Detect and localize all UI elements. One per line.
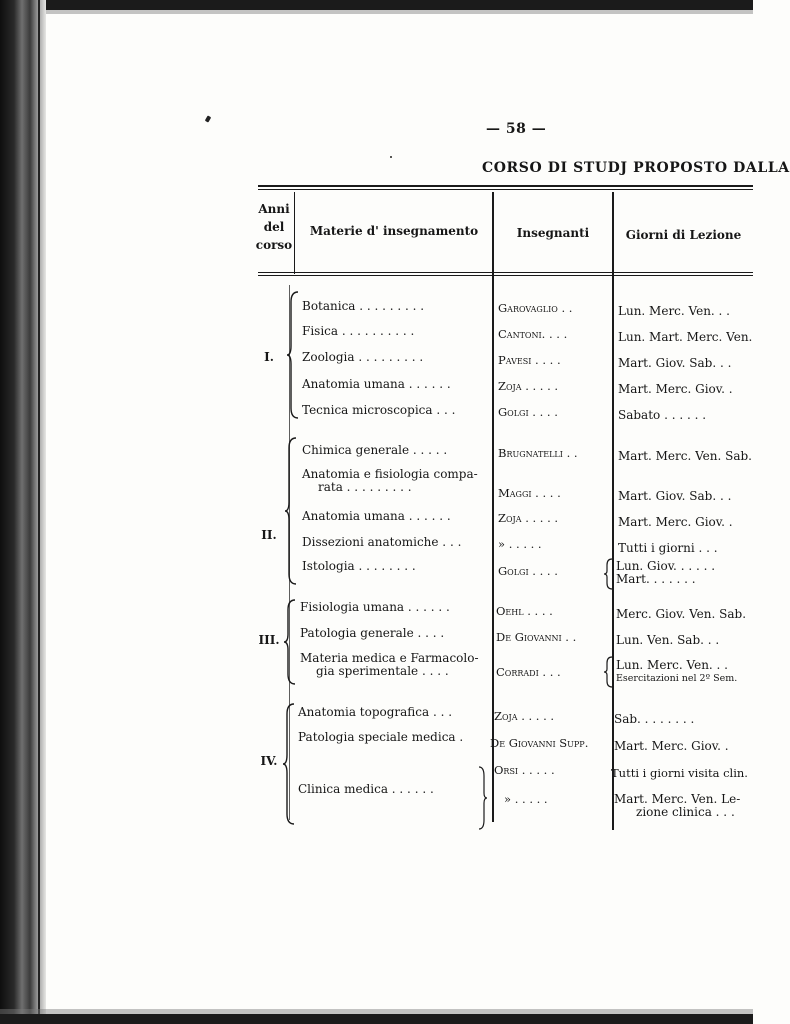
teacher-cell: Golgi . . . . bbox=[498, 405, 558, 419]
days-line: zione clinica . . . bbox=[636, 805, 735, 819]
year-label-2: II. bbox=[261, 528, 277, 542]
days-cell: Mart. Merc. Ven. Sab. bbox=[618, 449, 752, 463]
subject-cell: Dissezioni anatomiche . . . bbox=[302, 535, 462, 549]
ink-speck bbox=[390, 156, 392, 158]
days-line: Mart. . . . . . . bbox=[616, 572, 696, 586]
header-years-line3: corso bbox=[255, 238, 293, 252]
brace-year-4 bbox=[282, 702, 296, 826]
subject-cell bbox=[302, 468, 484, 494]
teacher-cell: Zoja . . . . . bbox=[494, 709, 555, 723]
header-subjects: Materie d' insegnamento bbox=[309, 224, 479, 238]
subject-cell: Anatomia umana . . . . . . bbox=[302, 509, 451, 523]
subject-cell: Patologia speciale medica . bbox=[298, 730, 464, 744]
teacher-cell: Golgi . . . . bbox=[498, 564, 558, 578]
subject-cell: Clinica medica . . . . . . bbox=[298, 782, 434, 796]
page-number: — 58 — bbox=[486, 121, 547, 137]
subject-cell: Istologia . . . . . . . . bbox=[302, 559, 416, 573]
days-cell: Lun. Mart. Merc. Ven. bbox=[618, 330, 753, 344]
days-line: Lun. Merc. Ven. . . bbox=[616, 658, 728, 672]
days-cell: Mart. Merc. Giov. . bbox=[614, 739, 729, 753]
days-cell: Lun. Merc. Ven. . . bbox=[618, 304, 730, 318]
subject-cell: Botanica . . . . . . . . . bbox=[302, 299, 425, 313]
subject-cell: Anatomia topografica . . . bbox=[298, 705, 453, 719]
days-cell: Merc. Giov. Ven. Sab. bbox=[616, 607, 747, 621]
brace-year-2 bbox=[284, 436, 298, 586]
subject-line: rata . . . . . . . . . bbox=[318, 480, 412, 494]
subject-line: Anatomia e fisiologia compa- bbox=[302, 467, 478, 481]
subject-line: Materia medica e Farmacolo- bbox=[300, 651, 479, 665]
header-bottom-rule-2 bbox=[258, 275, 753, 276]
days-line: Esercitazioni nel 2º Sem. bbox=[616, 673, 738, 684]
subject-cell: Zoologia . . . . . . . . . bbox=[302, 350, 424, 364]
teacher-cell: De Giovanni Supp. bbox=[490, 736, 589, 750]
teacher-cell: Brugnatelli . . bbox=[498, 446, 578, 460]
header-years-line1: Anni bbox=[258, 202, 290, 216]
brace-year-1 bbox=[286, 290, 300, 420]
days-cell: Sab. . . . . . . . bbox=[614, 712, 695, 726]
days-line: Mart. Merc. Ven. Le- bbox=[614, 792, 741, 806]
subject-cell: Anatomia umana . . . . . . bbox=[302, 377, 451, 391]
days-line: Lun. Giov. . . . . . bbox=[616, 559, 716, 573]
days-cell: Sabato . . . . . . bbox=[618, 408, 707, 422]
teacher-cell: Oehl . . . . bbox=[496, 604, 553, 618]
column-divider-teachers bbox=[612, 192, 614, 830]
subject-cell: Tecnica microscopica . . . bbox=[302, 403, 456, 417]
teacher-cell: De Giovanni . . bbox=[496, 630, 577, 644]
subject-cell: Fisiologia umana . . . . . . bbox=[300, 600, 450, 614]
header-bottom-rule bbox=[258, 272, 753, 273]
subject-cell: Patologia generale . . . . bbox=[300, 626, 445, 640]
scan-top-edge bbox=[0, 0, 753, 10]
days-cell bbox=[614, 793, 749, 819]
teacher-cell: Zoja . . . . . bbox=[498, 511, 559, 525]
year-label-3: III. bbox=[258, 633, 280, 647]
teacher-cell: Garovaglio . . bbox=[498, 301, 573, 315]
column-divider-subjects bbox=[492, 192, 494, 822]
page-title: CORSO DI STUDJ PROPOSTO DALLA bbox=[482, 160, 790, 176]
teacher-cell: Pavesi . . . . bbox=[498, 353, 561, 367]
header-teachers: Insegnanti bbox=[516, 226, 590, 240]
brace-clinica-teachers bbox=[478, 766, 488, 830]
ink-speck bbox=[205, 115, 211, 122]
teacher-cell: Zoja . . . . . bbox=[498, 379, 559, 393]
days-cell: Tutti i giorni . . . bbox=[618, 541, 718, 555]
teacher-cell: Maggi . . . . bbox=[498, 486, 561, 500]
teacher-cell: » . . . . . bbox=[498, 537, 542, 551]
table-top-rule bbox=[258, 185, 753, 187]
year-label-1: I. bbox=[264, 350, 274, 364]
days-cell: Mart. Merc. Giov. . bbox=[618, 382, 733, 396]
header-days: Giorni di Lezione bbox=[625, 228, 742, 242]
days-cell: Mart. Giov. Sab. . . bbox=[618, 489, 732, 503]
days-cell: Tutti i giorni visita clin. bbox=[611, 766, 748, 780]
header-years bbox=[254, 200, 294, 254]
scan-top-shadow bbox=[0, 10, 753, 14]
book-spine-line bbox=[38, 0, 40, 1024]
teacher-cell: Corradi . . . bbox=[496, 665, 561, 679]
year-label-4: IV. bbox=[260, 754, 278, 768]
scan-bottom-edge bbox=[0, 1014, 753, 1024]
header-years-line2: del bbox=[263, 220, 285, 234]
days-cell: Mart. Giov. Sab. . . bbox=[618, 356, 732, 370]
subject-line: gia sperimentale . . . . bbox=[316, 664, 449, 678]
days-cell bbox=[616, 659, 751, 685]
table-top-rule-2 bbox=[258, 189, 753, 190]
brace-year-3 bbox=[283, 598, 297, 686]
days-cell: Lun. Ven. Sab. . . bbox=[616, 633, 720, 647]
subject-cell: Fisica . . . . . . . . . . bbox=[302, 324, 415, 338]
days-cell bbox=[616, 560, 751, 586]
teacher-cell: » . . . . . bbox=[504, 792, 548, 806]
teacher-cell: Orsi . . . . . bbox=[494, 763, 555, 777]
teacher-cell: Cantoni. . . . bbox=[498, 327, 568, 341]
subject-cell: Chimica generale . . . . . bbox=[302, 443, 448, 457]
subject-cell bbox=[300, 652, 482, 678]
column-divider-years bbox=[294, 192, 295, 274]
days-cell: Mart. Merc. Giov. . bbox=[618, 515, 733, 529]
